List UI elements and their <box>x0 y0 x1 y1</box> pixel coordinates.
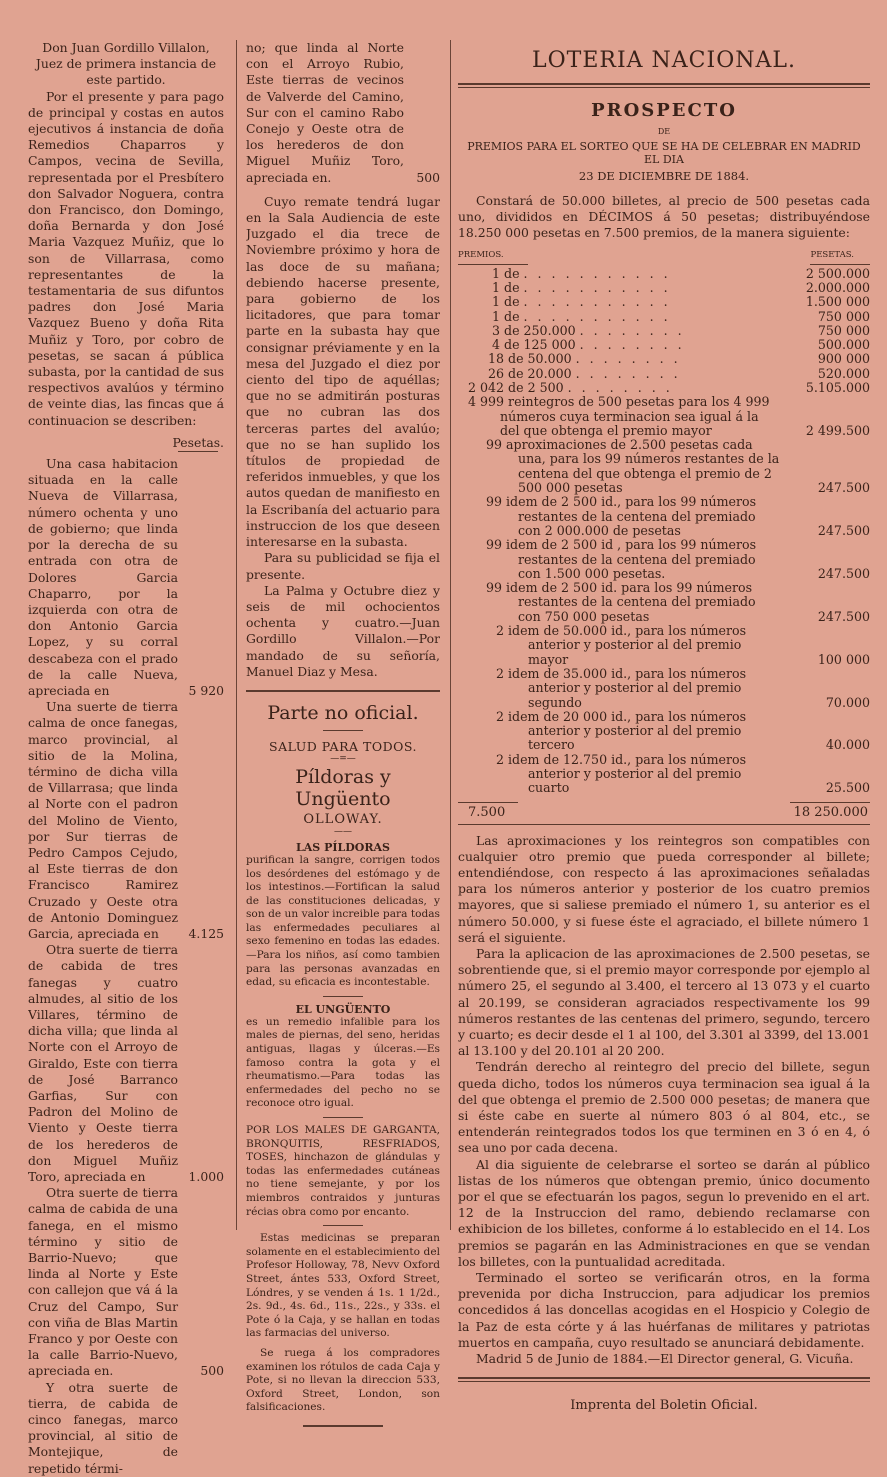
property-description: Y otra suerte de tierra, de cabida de cinco fanegas, marco provincial, al sitio de Montejique, de repetido térmi- <box>28 1379 178 1476</box>
ad-rule <box>323 1225 363 1226</box>
ailments-text: POR LOS MALES DE GARGANTA, BRONQUITIS, RESFRIADOS, TOSES, hinchazon de glándulas y todas las enfermedades cutáneas no tiene semejante, y por los miembros contraidos y junturas récias obra como por encanto. <box>246 1124 440 1218</box>
column-divider <box>450 40 451 1230</box>
table-row: 1 de . . . . . . . . . . . 2 500.000 <box>492 265 870 281</box>
property-value: 500 <box>416 169 440 185</box>
property-value: 4.125 <box>188 925 224 941</box>
table-row: 26 de 20.000 . . . . . . . . 520.000 <box>488 365 870 381</box>
pildoras-heading: LAS PÍLDORAS <box>296 840 390 854</box>
property-item <box>28 699 224 942</box>
director-signature: Madrid 5 de Junio de 1884.—El Director general, G. Vicuña. <box>476 1351 854 1367</box>
totals-row <box>468 805 868 820</box>
footer-rule <box>458 1377 870 1379</box>
total-rules <box>458 802 870 803</box>
total-prizes: 7.500 <box>468 804 506 820</box>
property-item <box>28 1185 224 1379</box>
publicity-note: Para su publicidad se fija el presente. <box>246 550 440 582</box>
property-item <box>28 1380 224 1477</box>
table-row: 4 999 reintegros de 500 pesetas para los 4 999 números cuya terminacion sea igual á la del que obtenga el premio mayor 2 499.500 <box>468 394 870 438</box>
printer-imprint: Imprenta del Boletin Oficial. <box>570 1398 758 1414</box>
prize-table <box>458 267 870 796</box>
unguento-text: es un remedio infalible para los males de piernas, del seno, heridas antiguas, llagas y úlceras.—Es famoso contra la gota y el rheumatismo.—Para todas las enfermedades del pecho no se reconoce otro igual. <box>246 1015 440 1110</box>
pesetas-rule <box>178 451 218 452</box>
table-row: 1 de . . . . . . . . . . . 2.000.000 <box>492 279 870 295</box>
property-description: Otra suerte de tierra de cabida de tres fanegas y cuatro almudes, al sitio de los Villares, término de dicha villa; que linda al Norte con el Arroyo de Giraldo, Este con tierra de José Barranco Garfias, Sur con Padron del Molino de Viento y Oeste tierra de los herederos de don Miguel Muñiz Toro, apreciada en <box>28 942 178 1185</box>
signature-line: La Palma y Octubre diez y seis de mil ochocientos ochenta y cuatro.—Juan Gordillo Villalon.—Por mandado de su señoría, Manuel Diaz y Mesa. <box>246 582 440 679</box>
ad-rule <box>323 1117 363 1118</box>
prospectus-paragraph: Tendrán derecho al reintegro del precio del billete, segun queda dicho, todos los números cuya terminacion sea igual á la del que obtenga el premio de 2.500 000 pesetas; de manera que si éste cabe en suerte al número 803 ó al 804, etc., se entenderán reintegrados todos los que terminen en 3 ó en 4, ó sea uno por cada decena. <box>458 1059 870 1156</box>
section-title: Parte no oficial. <box>267 701 419 724</box>
prospectus-paragraph: Para la aplicacion de las aproximaciones de 2.500 pesetas, se sobrentiende que, si el premio mayor corresponde por ejemplo al número 25, el segundo al 3.400, el tercero al 13 073 y el cuarto al 20.199, se consideran agraciados respectivamente los 99 números restantes de las centenas del primero, segundo, tercero y cuarto; es decir desde el 1 al 100, del 3.301 al 3399, del 13.001 al 13.100 y del 20.101 al 20 200. <box>458 946 870 1059</box>
auction-conditions: Cuyo remate tendrá lugar en la Sala Audiencia de este Juzgado el dia trece de Noviembre próximo y hora de las doce de su mañana; debiendo hacerse presente, para gobierno de los licitadores, que para tomar parte en la subasta hay que consignar préviamente y en la mesa del Juzgado el diez por ciento del tipo de aquéllas; que no se admitirán posturas que no cubran las dos terceras partes del avalúo; que no se han suplido los títulos de propiedad de referidos inmuebles, y que los autos quedan de manifiesto en la Escribanía del actuario para instruccion de los que deseen interesarse en la subasta. <box>246 193 440 550</box>
ad-ornament: —=— <box>330 753 356 764</box>
table-row: 99 idem de 2 500 id., para los 99 números restantes de la centena del premiado con 2 000.000 de pesetas 247.500 <box>486 494 870 538</box>
header-rules <box>458 264 870 265</box>
table-row: 2 042 de 2 500 . . . . . . . . 5.105.000 <box>468 379 870 395</box>
prospectus-title: PROSPECTO <box>591 100 737 121</box>
table-row: 1 de . . . . . . . . . . . 750 000 <box>492 308 870 324</box>
end-rule <box>303 1425 383 1427</box>
table-row: 99 idem de 2 500 id , para los 99 números restantes de la centena del premiado con 1.500 000 pesetas. 247.500 <box>486 537 870 581</box>
pildoras-text: purifican la sangre, corrigen todos los desórdenes del estómago y de los intestinos.—Fortifican la salud de las constituciones delicadas, y son de un valor increible para todas las enfermedades peculiares al sexo femenino en todas las edades.—Para los niños, así como tambien para las personas avanzadas en edad, su eficacia es incontestable. <box>246 853 440 989</box>
pesetas-label: Pesetas. <box>172 434 224 450</box>
column-divider <box>236 40 237 1230</box>
draw-heading: PREMIOS PARA EL SORTEO QUE SE HA DE CELEBRAR EN MADRID EL DIA <box>467 140 861 166</box>
judge-heading: Don Juan Gordillo Villalon, Juez de primera instancia de este partido. <box>35 40 217 88</box>
footer-rule <box>458 1381 870 1382</box>
ad-brand: OLLOWAY. <box>303 811 383 827</box>
ad-title: Píldoras y Ungüento <box>295 765 391 810</box>
property-item <box>28 456 224 699</box>
column-right <box>458 40 870 1413</box>
property-description: Otra suerte de tierra calma de cabida de una fanega, en el mismo término y sitio de Barrio-Nuevo; que linda al Norte y Este con callejon que vá á la Cruz del Campo, Sur con viña de Blas Martin Franco y por Oeste con la calle Barrio-Nuevo, apreciada en. <box>28 1185 178 1379</box>
col-pesetas: PESETAS. <box>810 249 854 260</box>
prospectus-paragraph: Las aproximaciones y los reintegros son compatibles con cualquier otro premio que pueda corresponder al billete; entendiéndose, con respecto á las aproximaciones señaladas para los números anterior y posterior de los cuatro premios mayores, que si saliese premiado el número 1, su anterior es el número 50.000, y si fuese éste el agraciado, el billete número 1 será el siguiente. <box>458 832 870 945</box>
col-premios: PREMIOS. <box>458 249 504 260</box>
title-rule <box>323 730 363 731</box>
prospectus-paragraph: Terminado el sorteo se verificarán otros, en la forma prevenida por dicha Instruccion, para adjudicar los premios concedidos á las doncellas acogidas en el Hospicio y Colegio de la Paz de esta córte y á las huérfanas de militares y patriotas muertos en campaña, cuyo resultado se anunciará debidamente. <box>458 1270 870 1350</box>
warning-text: Se ruega á los compradores examinen los rótulos de cada Caja y Pote, si no llevan la direccion 533, Oxford Street, London, son falsificaciones. <box>246 1346 440 1414</box>
section-rule <box>246 690 440 692</box>
table-row: 1 de . . . . . . . . . . . 1.500 000 <box>492 294 870 310</box>
property-description: Una casa habitacion situada en la calle Nueva de Villarrasa, número ochenta y uno de gobierno; que linda por la derecha de su entrada con otra de Dolores Garcia Chaparro, por la izquierda con otra de don Antonio Garcia Lopez, y su corral descabeza con el prado de la calle Nueva, apreciada en <box>28 456 178 698</box>
column-left <box>28 40 224 1477</box>
prospectus-intro: Constará de 50.000 billetes, al precio de 500 pesetas cada uno, divididos en DÉCIMOS á 50 pesetas; distribuyéndose 18.250 000 pesetas en 7.500 premios, de la manera siguiente: <box>458 193 870 241</box>
total-pesetas: 18 250.000 <box>793 804 868 820</box>
column-middle <box>246 40 440 1433</box>
property-value: 5 920 <box>188 682 224 698</box>
property-item <box>28 942 224 1185</box>
auction-intro: Por el presente y para pago de principal y costas en autos ejecutivos á instancia de doña Remedios Chaparros y Campos, vecina de Sevilla, representada por el Presbítero don Salvador Noguera, contra don Francisco, don Domingo, doña Bernarda y don José Maria Vazquez Muñiz, que lo son de Villarrasa, como representantes de la testamentaria de sus difuntos padres don José Maria Vazquez Bueno y doña Rita Muñiz y Toro, por cobro de pesetas, se sacan á pública subasta, por la cantidad de sus respectivos avalúos y término de veinte dias, las fincas que á continuacion se describen: <box>28 88 224 428</box>
property-item-continued <box>246 40 440 186</box>
preparation-text: Estas medicinas se preparan solamente en el establecimiento del Profesor Holloway, 78, Nevv Oxford Street, ántes 533, Oxford Street, Lóndres, y se venden á 1s. 1 1/2d., 2s. 9d., 4s. 6d., 11s., 22s., y 33s. el Pote ó la Caja, y se hallan en todas las farmacias del universo. <box>246 1232 440 1340</box>
unguento-heading: EL UNGÜENTO <box>295 1002 391 1016</box>
ad-rule <box>323 996 363 997</box>
table-row: 4 de 125 000 . . . . . . . . 500.000 <box>492 337 870 353</box>
table-row: 18 de 50.000 . . . . . . . . 900 000 <box>488 351 870 367</box>
prospectus-paragraph: Al dia siguiente de celebrarse el sorteo se darán al público listas de los números que obtengan premio, único documento por el que se efectuarán los pagos, segun lo prevenido en el art. 12 de la Instruccion del ramo, debiendo reclamarse con exhibicion de los billetes, conforme á lo establecido en el 14. Los premios se pagarán en las Administraciones en que se vendan los billetes, con la puntualidad acreditada. <box>458 1156 870 1269</box>
property-description: no; que linda al Norte con el Arroyo Rubio, Este tierras de vecinos de Valverde del Camino, Sur con el camino Rabo Conejo y Oeste otra de los herederos de don Miguel Muñiz Toro, apreciada en. <box>246 40 404 185</box>
table-row: 2 idem de 50.000 id., para los números anterior y posterior al del premio mayor 100 000 <box>496 623 870 667</box>
table-row: 2 idem de 12.750 id., para los números anterior y posterior al del premio cuarto 25.500 <box>496 751 870 796</box>
title-rule <box>458 83 870 85</box>
lottery-title: LOTERIA NACIONAL. <box>532 48 796 73</box>
property-description: Una suerte de tierra calma de once fanegas, marco provincial, al sitio de la Molina, término de dicha villa de Villarrasa; que linda al Norte con el padron del Molino de Viento, por Sur tierras de Pedro Campos Cejudo, al Este tierras de don Francisco Ramirez Cruzado y Oeste otra de Antonio Dominguez Garcia, apreciada en <box>28 699 178 941</box>
property-value: 1.000 <box>188 1169 224 1185</box>
ad-ornament: —— <box>334 826 352 837</box>
table-row: 3 de 250.000 . . . . . . . . 750 000 <box>492 322 870 338</box>
table-row: 2 idem de 20 000 id., para los números anterior y posterior al del premio tercero 40.000 <box>496 708 870 753</box>
prospectus-de: DE <box>657 127 671 136</box>
title-rule <box>458 87 870 88</box>
table-row: 99 idem de 2 500 id. para los 99 números restantes de la centena del premiado con 750 000 pesetas 247.500 <box>486 580 870 624</box>
property-value: 500 <box>200 1363 224 1379</box>
draw-date: 23 DE DICIEMBRE DE 1884. <box>578 169 750 183</box>
totals-rule <box>458 824 870 825</box>
ad-kicker: SALUD PARA TODOS. <box>269 738 417 754</box>
table-row: 2 idem de 35.000 id., para los números anterior y posterior al del premio segundo 70.000 <box>496 665 870 710</box>
table-header <box>458 250 870 260</box>
table-row: 99 aproximaciones de 2.500 pesetas cada una, para los 99 números restantes de la centena del que obtenga el premio de 2 500 000 pesetas 247.500 <box>486 437 870 496</box>
